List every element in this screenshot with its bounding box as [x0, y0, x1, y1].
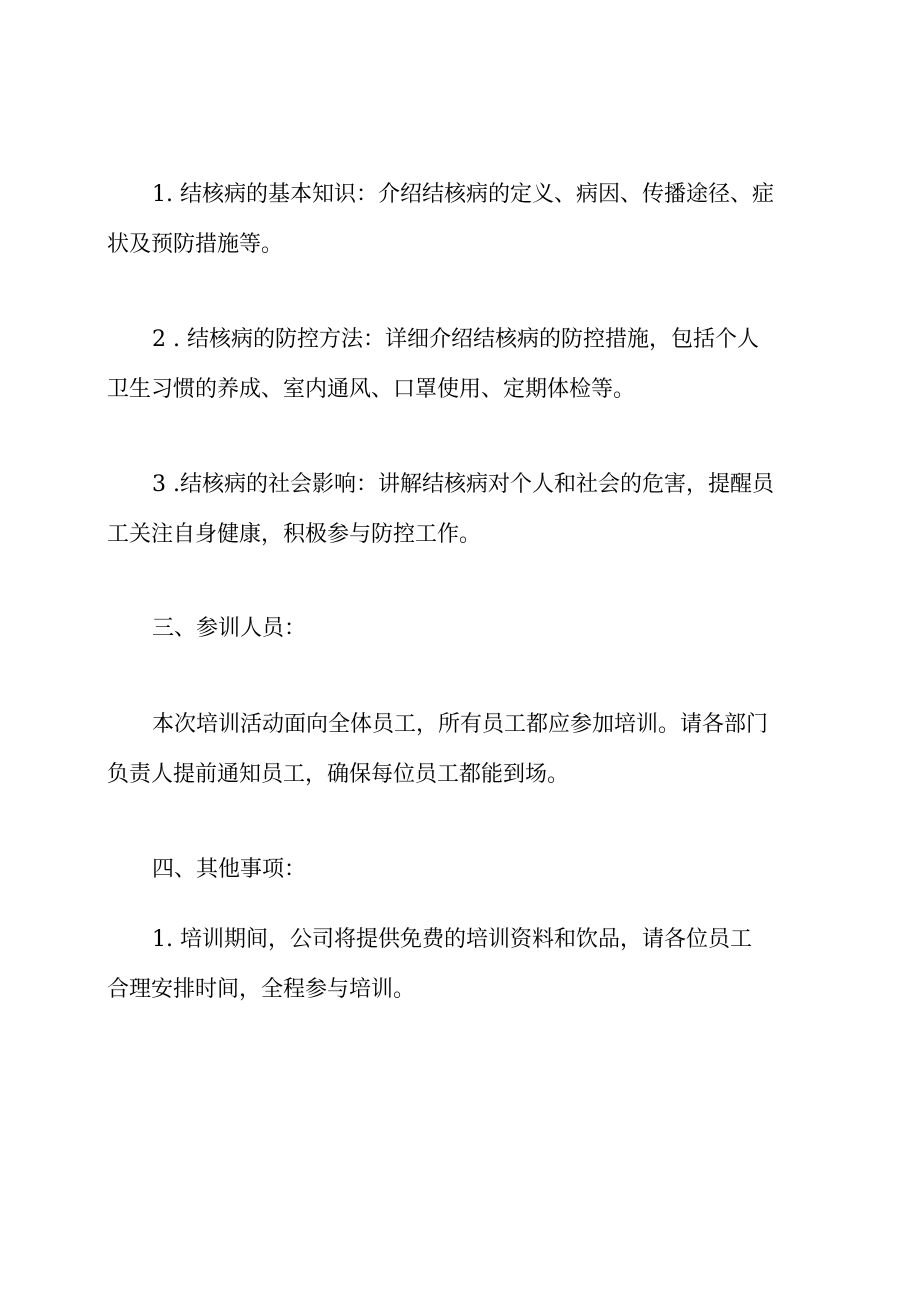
paragraph-line: 合理安排时间，全程参与培训。 [107, 977, 416, 1002]
section-heading: 四、其他事项： [152, 857, 307, 882]
paragraph-line: 1. 培训期间，公司将提供免费的培训资料和饮品，请各位员工 [152, 927, 752, 952]
section-heading: 三、参训人员： [152, 616, 307, 641]
paragraph-line: 本次培训活动面向全体员工，所有员工都应参加培训。请各部门 [152, 712, 769, 737]
paragraph-line: 3 .结核病的社会影响：讲解结核病对个人和社会的危害，提醒员 [152, 472, 774, 497]
paragraph-line: 卫生习惯的养成、室内通风、口罩使用、定期体检等。 [107, 377, 636, 402]
paragraph-line: 工关注自身健康，积极参与防控工作。 [107, 522, 482, 547]
paragraph-line: 状及预防措施等。 [107, 232, 284, 257]
paragraph-line: 负责人提前通知员工，确保每位员工都能到场。 [107, 762, 570, 787]
paragraph-line: 1. 结核病的基本知识：介绍结核病的定义、病因、传播途径、症 [152, 182, 774, 207]
paragraph-line: 2 . 结核病的防控方法：详细介绍结核病的防控措施，包括个人 [152, 327, 759, 352]
